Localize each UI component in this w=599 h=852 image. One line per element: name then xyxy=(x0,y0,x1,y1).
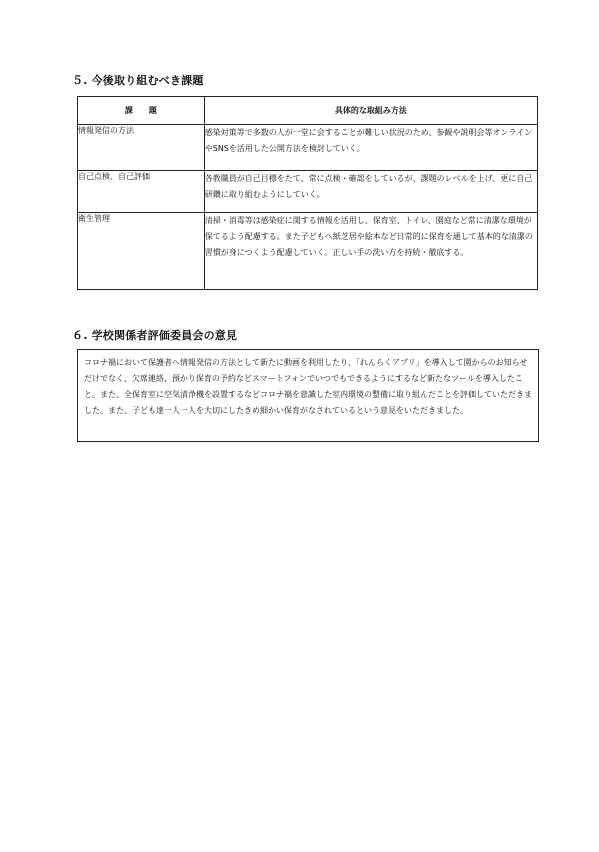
committee-opinion-text: コロナ禍において保護者へ情報発信の方法として新たに動画を利用したり、「れんらくアプリ」を導入して園からのお知らせだけでなく、欠席連絡、預かり保育の予約などスマートフォンでいつでもできるようにするなど新たなツールを導入したこと。また、全保育室に空気清浄機を設置するなどコロナ禍を意識した室内環境の整備に取り組んだことを評価していただきました。また、子ども達一人一人を大切にしたきめ細かい保育がなされているという意見をいただきました。 xyxy=(84,358,532,415)
method-cell: 清掃・消毒等は感染症に関する情報を活用し、保育室、トイレ、園庭など常に清潔な環境が保てるよう配慮する。また子どもへ紙芝居や絵本など日常的に保育を通して基本的な清潔の習慣が身につくよう配慮していく。正しい手の洗い方を持続・徹底する。 xyxy=(204,213,537,290)
section-5-title: ５. 今後取り組むべき課題 xyxy=(72,74,204,87)
task-cell: 自己点検、自己評価 xyxy=(78,171,205,213)
method-cell: 各教職員が自己目標をたて、常に点検・確認をしているが、課題のレベルを上げ、更に自己研鑽に取り組むようにしていく。 xyxy=(204,171,537,213)
task-cell: 情報発信の方法 xyxy=(78,125,205,171)
table-row xyxy=(78,171,538,213)
table-row xyxy=(78,125,538,171)
table-header-row xyxy=(78,97,538,125)
table-row xyxy=(78,213,538,290)
method-cell: 感染対策等で多数の人が一堂に会することが難しい状況のため、参観や説明会等オンラインやSNSを活用した公開方法を検討していく。 xyxy=(204,125,537,171)
tasks-table xyxy=(77,96,538,290)
task-cell: 衛生管理 xyxy=(78,213,205,290)
section-6-title: ６. 学校関係者評価委員会の意見 xyxy=(72,329,238,342)
committee-opinion-box xyxy=(77,349,539,442)
header-method: 具体的な取組み方法 xyxy=(204,97,537,125)
header-task: 課 題 xyxy=(78,97,205,125)
